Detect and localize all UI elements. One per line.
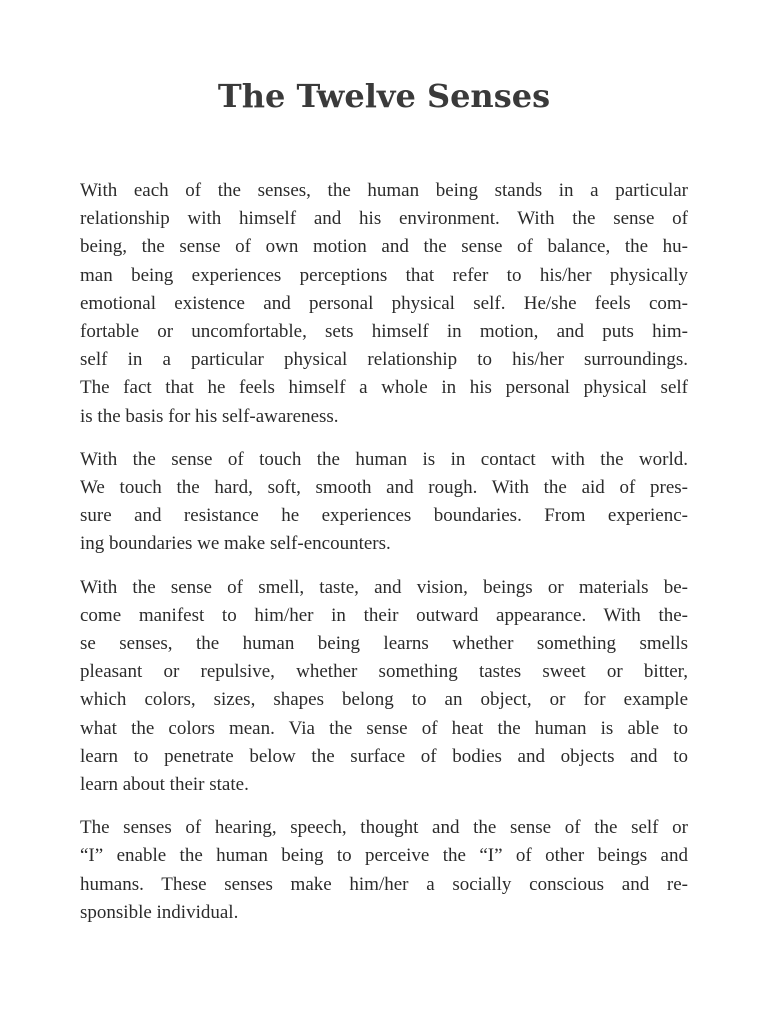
- page-title: The Twelve Senses: [217, 77, 551, 115]
- body-text: [80, 177, 688, 942]
- text-line: learn about their state.: [80, 774, 249, 796]
- paragraph-2: [80, 446, 688, 559]
- paragraph-1: [80, 177, 688, 431]
- text-line: emotional existence and personal physical self. He/she feels com-: [80, 292, 688, 314]
- text-line: We touch the hard, soft, smooth and rough. With the aid of pres-: [80, 477, 688, 499]
- text-line: With the sense of smell, taste, and vision, beings or materials be-: [80, 576, 688, 598]
- text-line: ing boundaries we make self-encounters.: [80, 533, 391, 555]
- text-line: being, the sense of own motion and the sense of balance, the hu-: [80, 236, 688, 258]
- text-line: sure and resistance he experiences boundaries. From experienc-: [80, 505, 688, 527]
- text-line: With each of the senses, the human being stands in a particular: [80, 180, 688, 201]
- text-line: is the basis for his self-awareness.: [80, 405, 339, 427]
- text-line: pleasant or repulsive, whether something tastes sweet or bitter,: [80, 661, 688, 683]
- text-line: what the colors mean. Via the sense of heat the human is able to: [80, 717, 688, 739]
- text-line: fortable or uncomfortable, sets himself in motion, and puts him-: [80, 321, 688, 343]
- text-line: The fact that he feels himself a whole in his personal physical self: [80, 377, 688, 399]
- text-line: which colors, sizes, shapes belong to an object, or for example: [80, 689, 688, 711]
- paragraph-3: [80, 574, 688, 800]
- text-line: The senses of hearing, speech, thought and the sense of the self or: [80, 817, 688, 839]
- text-line: relationship with himself and his environment. With the sense of: [80, 208, 688, 230]
- text-line: come manifest to him/her in their outward appearance. With the-: [80, 604, 688, 626]
- text-line: se senses, the human being learns whether something smells: [80, 633, 688, 655]
- text-line: man being experiences perceptions that refer to his/her physically: [80, 264, 688, 286]
- paragraph-4: [80, 814, 688, 927]
- text-line: “I” enable the human being to perceive the “I” of other beings and: [80, 845, 688, 867]
- text-line: learn to penetrate below the surface of bodies and objects and to: [80, 745, 688, 767]
- text-line: humans. These senses make him/her a socially conscious and re-: [80, 873, 688, 895]
- text-line: With the sense of touch the human is in contact with the world.: [80, 448, 688, 470]
- text-line: self in a particular physical relationship to his/her surroundings.: [80, 349, 688, 371]
- text-line: sponsible individual.: [80, 901, 239, 923]
